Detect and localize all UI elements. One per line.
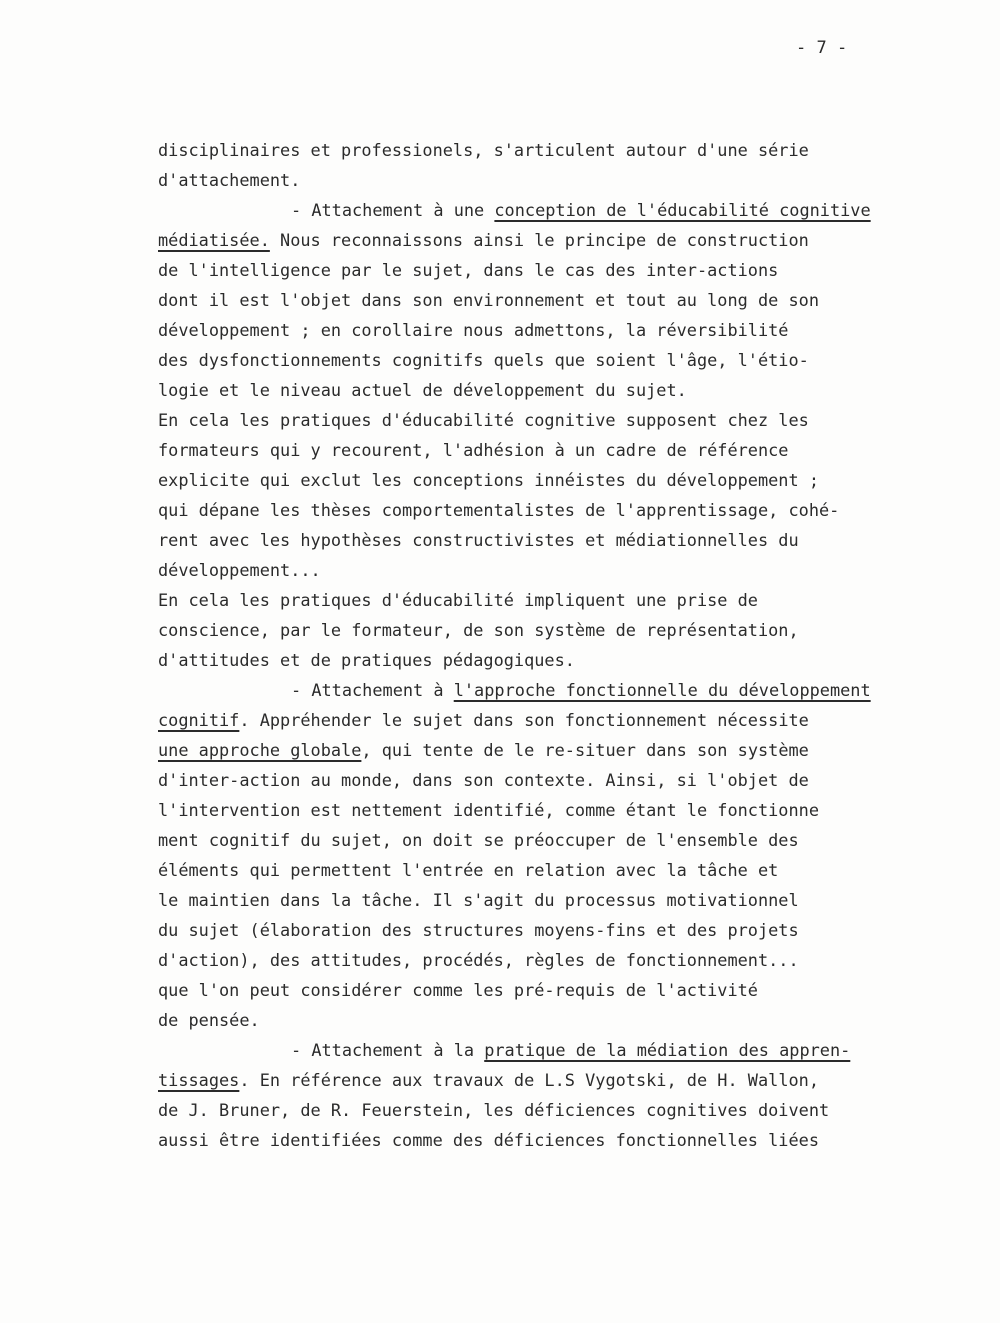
text-segment: rent avec les hypothèses constructivistes et médiationnelles du: [158, 530, 799, 550]
text-line: [158, 615, 988, 645]
text-line: [158, 495, 988, 525]
text-line: [158, 135, 988, 165]
text-segment: conscience, par le formateur, de son système de représentation,: [158, 620, 799, 640]
text-segment: l'intervention est nettement identifié, comme étant le fonctionne: [158, 800, 819, 820]
underlined-phrase: médiatisée.: [158, 230, 270, 250]
text-line: [158, 1125, 988, 1155]
text-line: [158, 915, 988, 945]
text-line: [158, 585, 988, 615]
text-line: [158, 765, 988, 795]
text-segment: explicite qui exclut les conceptions innéistes du développement ;: [158, 470, 819, 490]
text-segment: disciplinaires et professionels, s'articulent autour d'une série: [158, 140, 809, 160]
text-segment: développement...: [158, 560, 321, 580]
text-line: [158, 345, 988, 375]
text-segment: . Appréhender le sujet dans son fonctionnement nécessite: [239, 710, 809, 730]
text-line: [158, 525, 988, 555]
text-segment: de J. Bruner, de R. Feuerstein, les déficiences cognitives doivent: [158, 1100, 830, 1120]
text-segment: ment cognitif du sujet, on doit se préoccuper de l'ensemble des: [158, 830, 799, 850]
text-segment: Nous reconnaissons ainsi le principe de construction: [269, 230, 809, 250]
underlined-phrase: pratique de la médiation des appren-: [484, 1040, 851, 1060]
text-segment: éléments qui permettent l'entrée en relation avec la tâche et: [158, 860, 779, 880]
text-segment: d'inter-action au monde, dans son contexte. Ainsi, si l'objet de: [158, 770, 809, 790]
text-line: [158, 285, 988, 315]
text-segment: - Attachement à une: [291, 200, 495, 220]
text-segment: de pensée.: [158, 1010, 260, 1030]
text-segment: aussi être identifiées comme des déficiences fonctionnelles liées: [158, 1130, 819, 1150]
text-line: [158, 375, 988, 405]
text-line: [158, 1095, 988, 1125]
text-line: [158, 975, 988, 1005]
text-segment: , qui tente de le re-situer dans son système: [361, 740, 809, 760]
text-segment: - Attachement à la: [291, 1040, 485, 1060]
text-segment: du sujet (élaboration des structures moyens-fins et des projets: [158, 920, 799, 940]
text-segment: . En référence aux travaux de L.S Vygotski, de H. Wallon,: [239, 1070, 819, 1090]
text-segment: En cela les pratiques d'éducabilité impliquent une prise de: [158, 590, 758, 610]
text-segment: d'attitudes et de pratiques pédagogiques.: [158, 650, 575, 670]
text-segment: En cela les pratiques d'éducabilité cognitive supposent chez les: [158, 410, 809, 430]
text-line: [158, 825, 988, 855]
text-line: [158, 555, 988, 585]
text-line: [158, 465, 988, 495]
text-segment: qui dépane les thèses comportementalistes de l'apprentissage, cohé-: [158, 500, 840, 520]
text-line: [158, 675, 988, 705]
text-line: [158, 255, 988, 285]
text-line: [158, 435, 988, 465]
text-segment: d'attachement.: [158, 170, 301, 190]
text-segment: logie et le niveau actuel de développement du sujet.: [158, 380, 687, 400]
text-line: [158, 705, 988, 735]
text-line: [158, 645, 988, 675]
text-line: [158, 945, 988, 975]
text-line: [158, 165, 988, 195]
text-segment: formateurs qui y recourent, l'adhésion à un cadre de référence: [158, 440, 789, 460]
underlined-phrase: l'approche fonctionnelle du développement: [453, 680, 871, 700]
underlined-phrase: conception de l'éducabilité cognitive: [494, 200, 871, 220]
underlined-phrase: une approche globale: [158, 740, 362, 760]
text-segment: de l'intelligence par le sujet, dans le cas des inter-actions: [158, 260, 779, 280]
text-line: [158, 855, 988, 885]
text-segment: d'action), des attitudes, procédés, règles de fonctionnement...: [158, 950, 799, 970]
text-line: [158, 225, 988, 255]
text-line: [158, 195, 988, 225]
text-line: [158, 1035, 988, 1065]
underlined-phrase: cognitif: [158, 710, 240, 730]
text-segment: le maintien dans la tâche. Il s'agit du processus motivationnel: [158, 890, 799, 910]
text-line: [158, 885, 988, 915]
text-line: [158, 1065, 988, 1095]
text-line: [158, 795, 988, 825]
underlined-phrase: tissages: [158, 1070, 240, 1090]
text-segment: développement ; en corollaire nous admettons, la réversibilité: [158, 320, 789, 340]
text-segment: - Attachement à: [291, 680, 454, 700]
text-line: [158, 405, 988, 435]
text-line: [158, 1005, 988, 1035]
page-number: - 7 -: [796, 38, 848, 58]
body-text: [158, 135, 988, 1155]
text-segment: dont il est l'objet dans son environnement et tout au long de son: [158, 290, 819, 310]
text-line: [158, 735, 988, 765]
text-line: [158, 315, 988, 345]
text-segment: des dysfonctionnements cognitifs quels que soient l'âge, l'étio-: [158, 350, 809, 370]
text-segment: que l'on peut considérer comme les pré-requis de l'activité: [158, 980, 758, 1000]
